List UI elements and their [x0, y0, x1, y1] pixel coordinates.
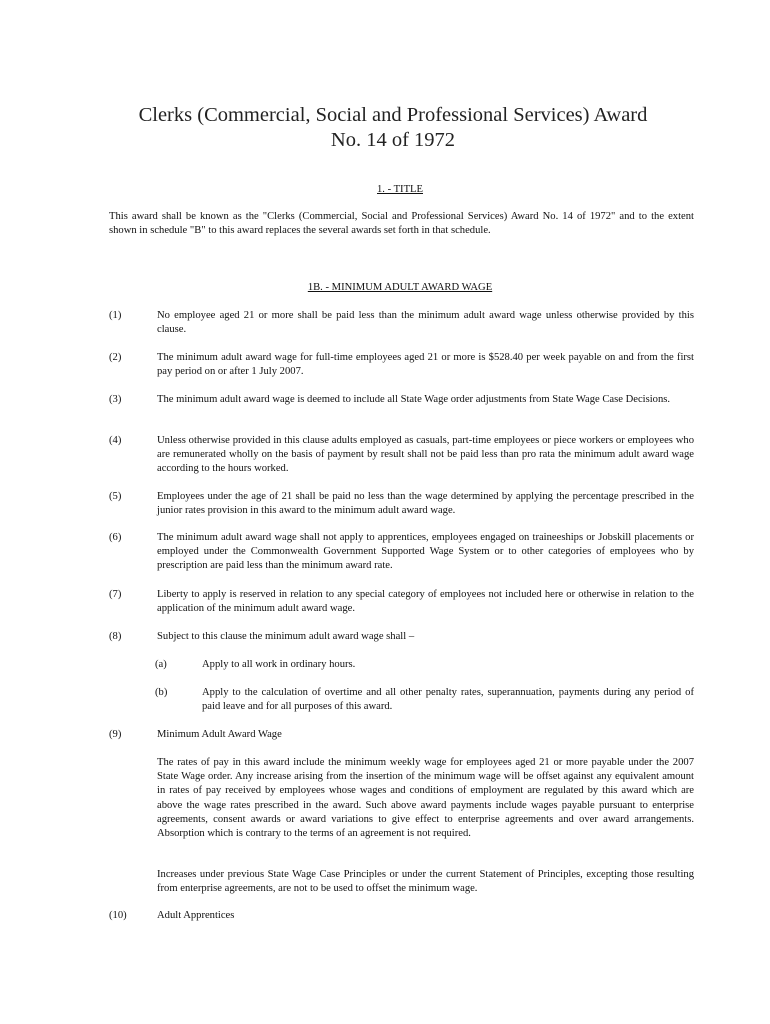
item-text: Liberty to apply is reserved in relation to any special category of employees not included here or otherwise in relation to the application of the minimum adult award wage.: [157, 589, 694, 615]
item-text: The minimum adult award wage is deemed to include all State Wage order adjustments from State Wage Case Decisions.: [157, 394, 671, 405]
section-1-text: This award shall be known as the "Clerks (Commercial, Social and Professional Services) Award No. 14 of 1972" and to the extent shown in schedule "B" to this award replaces the several awards set forth in that schedule.: [109, 211, 694, 237]
sub-item-letter: (b): [155, 687, 168, 698]
item-number: (1): [109, 310, 122, 321]
item-text: Employees under the age of 21 shall be paid no less than the wage determined by applying the percentage prescribed in the junior rates provision in this award to the minimum adult award wage.: [157, 491, 694, 517]
item-text: No employee aged 21 or more shall be paid less than the minimum adult award wage unless otherwise provided by this clause.: [157, 310, 694, 336]
item-text: The minimum adult award wage shall not apply to apprentices, employees engaged on traineeships or Jobskill placements or employed under the Commonwealth Government Supported Wage System or to other categories of employees who by prescription are paid less than the minimum award rate.: [157, 532, 694, 572]
item-number: (8): [109, 631, 122, 642]
document-title: [80, 103, 706, 153]
item-text: Adult Apprentices: [157, 910, 235, 921]
section-1-heading: 1. - TITLE: [377, 184, 423, 195]
item-number: (9): [109, 729, 122, 740]
sub-item-text: Apply to all work in ordinary hours.: [202, 659, 356, 670]
item-number: (4): [109, 435, 122, 446]
sub-item-letter: (a): [155, 659, 167, 670]
section-1b-heading: 1B. - MINIMUM ADULT AWARD WAGE: [307, 282, 493, 293]
item-number: (5): [109, 491, 122, 502]
item-text: The minimum adult award wage for full-time employees aged 21 or more is $528.40 per week payable on and from the first pay period on or after 1 July 2007.: [157, 352, 694, 378]
title-line-2: No. 14 of 1972: [330, 129, 456, 151]
item-9-paragraph-2: Increases under previous State Wage Case Principles or under the current Statement of Principles, excepting those resulting from enterprise agreements, are not to be used to offset the minimum wage.: [157, 869, 694, 895]
item-number: (10): [109, 910, 127, 921]
item-text: Unless otherwise provided in this clause adults employed as casuals, part-time employees or piece workers or employees who are remunerated wholly on the basis of payment by result shall not be paid less than pro rata the minimum adult award wage according to the hours worked.: [157, 435, 694, 475]
title-line-1: Clerks (Commercial, Social and Professional Services) Award: [138, 104, 648, 126]
item-9-paragraph-1: The rates of pay in this award include the minimum weekly wage for employees aged 21 or more payable under the 2007 State Wage order. Any increase arising from the insertion of the minimum wage will be offset against any equivalent amount in rates of pay received by employees whose wages and conditions of employment are regulated by this award which are above the wage rates prescribed in the award. Such above award payments include wages payable pursuant to enterprise agreements, consent awards or award variations to give effect to enterprise agreements and over award arrangements. Absorption which is contrary to the terms of an agreement is not required.: [157, 757, 694, 840]
item-number: (3): [109, 394, 122, 405]
item-number: (6): [109, 532, 122, 543]
item-number: (2): [109, 352, 122, 363]
item-text: Subject to this clause the minimum adult award wage shall –: [157, 631, 415, 642]
item-text: Minimum Adult Award Wage: [157, 729, 282, 740]
item-number: (7): [109, 589, 122, 600]
sub-item-text: Apply to the calculation of overtime and all other penalty rates, superannuation, payments during any period of paid leave and for all purposes of this award.: [202, 687, 694, 713]
